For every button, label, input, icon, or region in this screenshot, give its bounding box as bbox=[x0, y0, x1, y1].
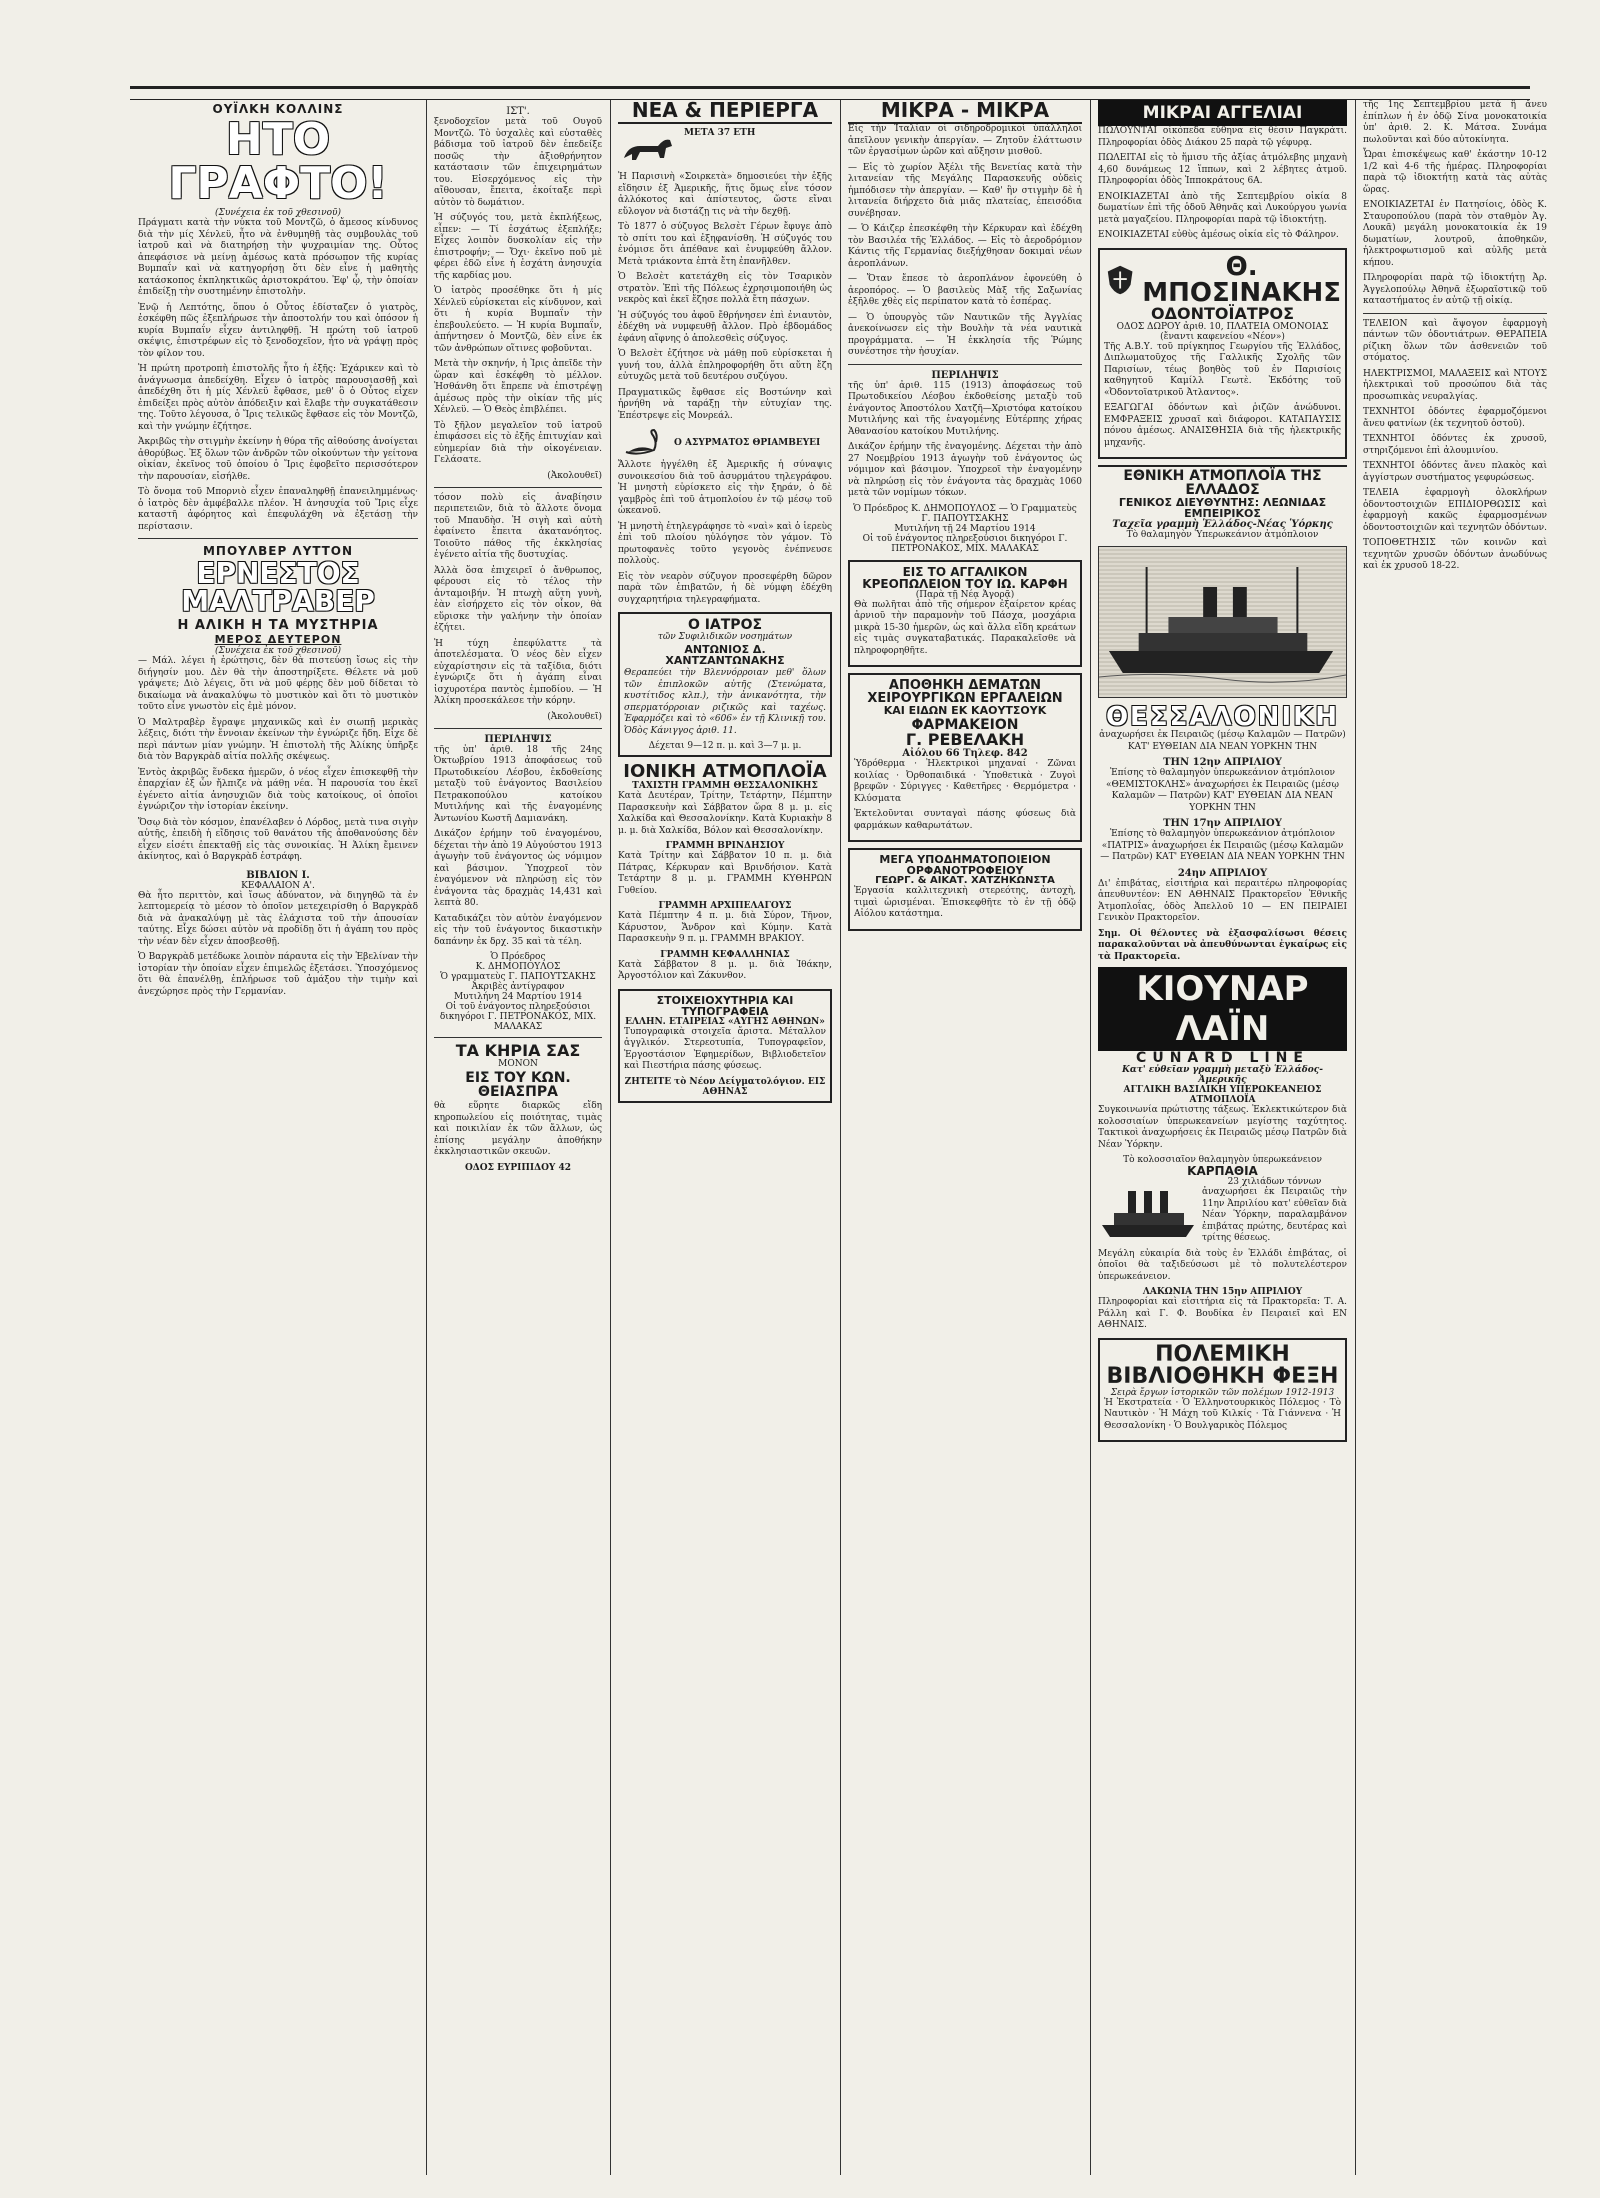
classified-ad: Ὧραι ἐπισκέψεως καθ' ἑκάστην 10-12 1/2 καὶ 4-6 τῆς ἡμέρας. Πληροφορίαι παρὰ τῷ ἰδιοκτήτῃ κατὰ τὰς αὐτὰς ὥρας. bbox=[1363, 150, 1547, 195]
cunard-subtitle: CUNARD LINE bbox=[1136, 1050, 1309, 1066]
serial-headline: ΗΤΟ ΓΡΑΦΤΟ! bbox=[168, 114, 388, 209]
shoemaker-ad-text: Ἐργασία καλλιτεχνικὴ στερεότης, ἀντοχὴ, τιμαὶ ὡρισμέναι. Ἐπισκεφθῆτε τὸ ἐν τῇ ὁδῷ Αἰόλου κατάστημα. bbox=[854, 886, 1076, 919]
war-library-title: ΠΟΛΕΜΙΚΗ ΒΙΒΛΙΟΘΗΚΗ ΦΕΞΗ bbox=[1106, 1341, 1339, 1389]
article-paragraph: Ἡ σύζυγός του ἀφοῦ ἔθρήνησεν ἐπὶ ἐνιαυτὸν, ἐδέχθη νὰ νυμφευθῇ ἄλλον. Πρὸ ἑβδομάδος ἐφάνη αἴφνης ὁ ἀπολεσθεὶς σύζυγος. bbox=[618, 310, 832, 344]
classifieds-header: ΜΙΚΡΑΙ ΑΓΓΕΛΙΑΙ bbox=[1098, 100, 1347, 126]
legal-lawyers: Οἱ τοῦ ἐνάγοντος πληρεξούσιοι δικηγόροι Γ. ΠΕΤΡΟΝΑΚΟΣ, ΜΙΧ. ΜΑΛΑΚΑΣ bbox=[439, 1002, 597, 1032]
dental-service: ΤΕΛΕΙΑ ἐφαρμογὴ ὁλοκλήρων ὀδοντοστοιχιῶν ΕΠΙΔΙΟΡΘΩΣΙΣ καὶ ἐφαρμογὴ κακῶς ἐφαρμοσμένων ὀδοντοστοιχιῶν καὶ τεχνητῶν ὀδόντων. bbox=[1363, 488, 1547, 533]
article-paragraph: — Ὁ Κάιζερ ἐπεσκέφθη τὴν Κέρκυραν καὶ ἐδέχθη τὸν Βασιλέα τῆς Ἑλλάδος. — Εἰς τὸ ἀεροδρόμιον Κάντις τῆς Γερμανίας διεξήχθησαν δοκιμαὶ νέων ἀεροπλάνων. bbox=[848, 224, 1082, 269]
book-heading: ΒΙΒΛΙΟΝ Ι. bbox=[246, 869, 310, 881]
section-number: ΙΣΤ'. bbox=[506, 106, 530, 117]
legal-date: Μυτιλήνη τῇ 24 Μαρτίου 1914 bbox=[894, 523, 1036, 534]
classified-ad: ΠΩΛΕΙΤΑΙ εἰς τὸ ἥμισυ τῆς ἀξίας ἀτμόλεβης μηχανὴ 4,60 δυνάμεως 12 ἵππων, καὶ 2 λέβητες ἀτμοῦ. Πληροφορίαι ὁδὸς Ἱπποκράτους 6Α. bbox=[1098, 153, 1347, 186]
doctor-ad-title: Ο ΙΑΤΡΟΣ bbox=[687, 617, 763, 633]
divider bbox=[434, 487, 602, 488]
national-line-title: ΕΘΝΙΚΗ ΑΤΜΟΠΛΟΪΑ ΤΗΣ ΕΛΛΑΔΟΣ bbox=[1098, 465, 1347, 497]
crest-icon bbox=[1104, 263, 1136, 297]
legal-date: Μυτιλήνη 24 Μαρτίου 1914 bbox=[453, 992, 583, 1002]
serial2-author: ΜΠΟΥΛΒΕΡ ΛΥΤΤΟΝ bbox=[202, 544, 354, 558]
article-paragraph: Τὸ 1877 ὁ σύζυγος Βελσὲτ Γέρων ἔφυγε ἀπὸ τὸ σπίτι του καὶ ἐξηφανίσθη. Ἡ σύζυγός του ἐνόμισε ὅτι ἀπέθανε καὶ ἐνυμφεύθη ἄλλον. Μετὰ τριάκοντα ἑπτὰ ἔτη ἐπανῆλθεν. bbox=[618, 222, 832, 267]
article-paragraph: Ὅσῳ διὰ τὸν κόσμον, ἐπανέλαβεν ὁ Λόρδος, μετὰ τινα σιγὴν αὐτῆς, ἐπειδὴ ἡ εἴδησις τοῦ θανάτου τῆς ἀποθανούσης δὲν εἶχεν εἰσέτι ἐπεκταθῇ εἰς τὰς συνοικίας. Ἡ Ἀλίκη ἔμεινεν ἀκίνητος, καὶ ὁ Βαργκρὰδ ἐστράφη. bbox=[138, 817, 418, 862]
cunard-text: Συγκοινωνία πρώτιστης τάξεως. Ἐκλεκτικώτερον διὰ κολοσσιαίων ὑπερωκεανείων μεγίστης ταχύτητος. Τακτικοὶ ἀναχωρήσεις ἐκ Πειραιῶς μέσῳ Πατρῶν διὰ Νέαν Ὑόρκην. bbox=[1098, 1105, 1347, 1150]
printing-ad-text: Τυπογραφικὰ στοιχεῖα ἄριστα. Μέταλλον ἀγγλικόν. Στερεοτυπία, Τυπογραφεῖον, Ἐργοστάσιον Ἐφημερίδων, Βιβλιοδετεῖον καὶ Πιεστήρια πάσης φύσεως. bbox=[624, 1026, 826, 1071]
dentist-address: ΟΔΟΣ ΔΩΡΟΥ ἀριθ. 10, ΠΛΑΤΕΙΑ ΟΜΟΝΟΙΑΣ (ἔναντι καφενείου «Νέον») bbox=[1116, 321, 1329, 342]
carpathia-name: ΚΑΡΠΑΘΙΑ bbox=[1187, 1164, 1258, 1178]
printing-ad-title: ΣΤΟΙΧΕΙΟΧΥΤΗΡΙΑ ΚΑΙ ΤΥΠΟΓΡΑΦΕΙΑ bbox=[656, 993, 794, 1018]
ionian-line-route: ΓΡΑΜΜΗ ΒΡΙΝΔΗΣΙΟΥ bbox=[665, 841, 785, 851]
doctor-ad-text: Θεραπεύει τὴν Βλεννόρροιαν μεθ' ὅλων τῶν ἐπιπλοκῶν αὐτῆς (Στενώματα, κυστίτιδος κλπ.), τὴν ἀνικανότητα, τὴν σπερματόρροιαν ριζικῶς καὶ ταχέως. Ἐφαρμόζει καὶ τὸ «606» ἐν τῇ Κλινικῇ του. Ὁδὸς Κάνιγγος ἀριθ. 11. bbox=[624, 668, 826, 736]
news-header: ΝΕΑ & ΠΕΡΙΕΡΓΑ bbox=[618, 100, 832, 124]
pharmacy-ad-line3: ΚΑΙ ΕΙΔΩΝ ΕΚ ΚΑΟΥΤΣΟΥΚ bbox=[883, 704, 1047, 717]
article-paragraph: Ἀλλὰ ὅσα ἐπιχειρεῖ ὁ ἄνθρωπος, φέρουσι εἰς τὸ τέλος τὴν ἀνταμοιβήν. Ἡ πτωχὴ αὕτη γυνὴ, ἐὰν εἰσήρχετο εἰς τὸν οἶκον, θὰ εὕρισκε τὴν γαλήνην τὴν ὁποίαν ἐζήτει. bbox=[434, 565, 602, 633]
article-paragraph: Ὁ Βελσὲτ κατετάχθη εἰς τὸν Τσαρικὸν στρατὸν. Ἐπὶ τῆς Πόλεως ἐχρησιμοποιήθη ὡς νεκρὸς καὶ ἐκεῖ ἔζησε πολλὰ ἔτη πάσχων. bbox=[618, 272, 832, 305]
doctor-ad bbox=[618, 612, 832, 757]
ionian-line-text: Κατὰ Τρίτην καὶ Σάββατον 10 π. μ. διὰ Πάτρας, Κέρκυραν καὶ Βρινδήσιον. Κατὰ Τετάρτην 8 μ. μ. ΓΡΑΜΜΗ ΚΥΘΗΡΩΝ Γυθείου. bbox=[618, 851, 832, 896]
dog-illustration-icon bbox=[618, 128, 678, 172]
article-paragraph: — Ὅταν ἔπεσε τὸ ἀεροπλάνον ἐφονεύθη ὁ ἀεροπόρος. — Ὁ βασιλεὺς Μὰξ τῆς Σαξωνίας ἐξῆλθε χθὲς εἰς περίπατον κατὰ τὸ ἑσπέρας. bbox=[848, 274, 1082, 307]
continuation-note: (Συνέχεια ἐκ τοῦ χθεσινοῦ) bbox=[215, 208, 341, 218]
article-paragraph: Ὁ Βαργκρὰδ μετέδωκε λοιπὸν πάραυτα εἰς τὴν Ἑβελίναν τὴν ἱστορίαν τὴν ὁποίαν εἶχεν ἐπιμελῶς ἐξετάσει. Ὑποσχόμενος ὅτι θὰ ἐπανέλθῃ, ἐπλήρωσε τοῦ ἀμάξου τὴν τιμὴν καὶ ἀνεχώρησε πρὸς τὴν Γερμανίαν. bbox=[138, 952, 418, 997]
steamship-info: Δι' ἐπιβάτας, εἰσιτήρια καὶ περαιτέρω πληροφορίας ἀπευθυντέον: ΕΝ ΑΘΗΝΑΙΣ Πρακτορεῖον Ἐθνικῆς Ἀτμοπλοΐας, ὁδὸς Ἀπελλοῦ 10 — ΕΝ ΠΕΙΡΑΙΕΙ Γενικὸν Πρακτορεῖον. bbox=[1098, 878, 1347, 923]
pharmacy-ad-items: Ὑδρόθερμα · Ἠλεκτρικοὶ μηχαναί · Ζῶναι κοιλίας · Ὀρθοπαιδικά · Ὑποθετικὰ · Ζυγοὶ βρεφῶν · Σύριγγες · Καθετῆρες · Θερμόμετρα · Κλύσματα bbox=[854, 759, 1076, 804]
to-be-continued: (Ἀκολουθεῖ) bbox=[547, 470, 602, 481]
article-paragraph: Ὁ Βελσὲτ ἐζήτησε νὰ μάθῃ ποῦ εὑρίσκεται ἡ γυνή του, ἀλλὰ ἐπληροφορήθη ὅτι αὕτη ἔζη εὐτυχῶς μετὰ τοῦ δευτέρου συζύγου. bbox=[618, 349, 832, 382]
dentist-ad-text: ΕΞΑΓΩΓΑΙ ὀδόντων καὶ ῥιζῶν ἀνώδυνοι. ΕΜΦΡΑΞΕΙΣ χρυσαῖ καὶ διάφοροι. ΚΑΤΑΠΑΥΣΙΣ πόνου ἀμέσως. ΑΝΑΙΣΘΗΣΙΑ διὰ τῆς ἠλεκτρικῆς μηχανῆς. bbox=[1104, 403, 1341, 448]
article-paragraph: Εἰς τὴν Ἰταλίαν οἱ σιδηροδρομικοὶ ὑπάλληλοι ἀπεῖλουν γενικὴν ἀπεργίαν. — Ζητοῦν ἐλάττωσιν τῶν ἐργασίμων ὡρῶν καὶ αὔξησιν μισθοῦ. bbox=[848, 124, 1082, 157]
candles-ad-only: ΜΟΝΟΝ bbox=[498, 1059, 538, 1069]
pharmacy-ad-address: Αἰόλου 66 Τηλεφ. 842 bbox=[902, 748, 1028, 759]
dentist-ad bbox=[1098, 248, 1347, 460]
dog-story bbox=[618, 128, 832, 172]
pharmacy-ad-line1: ΑΠΟΘΗΚΗ ΔΕΜΑΤΩΝ bbox=[888, 678, 1042, 693]
divider bbox=[848, 364, 1082, 365]
carpathia-tons: 23 χιλιάδων τόννων bbox=[1227, 1177, 1322, 1187]
doctor-ad-hours: Δέχεται 9—12 π. μ. καὶ 3—7 μ. μ. bbox=[648, 741, 802, 751]
article-paragraph: Ἡ τύχη ἐπεφύλαττε τὰ ἀποτελέσματα. Ὁ νέος δὲν εἶχεν εὐχαρίστησιν εἰς τὰ ταξίδια, διότι ἐγνώριζε ὅτι ἡ ἀγάπη εἶναι ἰσχυροτέρα παντὸς ἐμποδίου. — Ἡ Ἀλίκη προσεκάλεσε τὴν κόρην. bbox=[434, 638, 602, 706]
national-line-route: Ταχεῖα γραμμὴ Ἑλλάδος-Νέας Ὑόρκης bbox=[1112, 519, 1333, 530]
classified-ad: ΕΝΟΙΚΙΑΖΕΤΑΙ ἐν Πατησίοις, ὁδὸς Κ. Σταυροπούλου (παρὰ τὸν σταθμὸν Ἀγ. Λουκᾶ) μεγάλη μονοκατοικία ἐκ 19 δωματίων, λουτροῦ, ἀποθηκῶν, ἠλεκτροφωτισμοῦ καὶ αὐλῆς μετὰ κήπου. bbox=[1363, 200, 1547, 268]
article-paragraph: Πράγματι κατὰ τὴν νύκτα τοῦ Μοντζῶ, ὁ ἄμεσος κίνδυνος διὰ τὴν μίς Χένλεϋ, ἦτο νὰ ἐνθυμηθῇ τὰς συμβουλὰς τοῦ ἰατροῦ καὶ νὰ διατηρήσῃ τὴν ψυχραιμίαν της. Οὗτος ἀπεφάσισε νὰ μείνῃ ἀμέσως κατὰ πρόσωπον τῆς κυρίας Βυμπαΐν καὶ νὰ κατηγορήσῃ ὅτι δὲν εἶνε ἡ μαθητὴς κατάσκοπος ἐκπληκτικῶς ἀριστοκράτου. Ἐφ' ᾧ, τὴν ὁποίαν ἐπιδείξῃ τὴν συστημένην ἐπιστολὴν. bbox=[138, 218, 418, 297]
shoemaker-ad-name: ΓΕΩΡΓ. & ΑΙΚΑΤ. ΧΑΤΖΗΚΩΝΣΤΑ bbox=[875, 875, 1055, 886]
cunard-line: Κατ' εὐθεῖαν γραμμὴ μεταξὺ Ἑλλάδος-Ἀμερικῆς bbox=[1122, 1065, 1323, 1085]
article-paragraph: Ὁ ἰατρὸς προσέθηκε ὅτι ἡ μίς Χένλεϋ εὑρίσκεται εἰς κίνδυνον, καὶ ὅτι ἡ κυρία Βυμπαΐν τὴν ἐπεβουλεύετο. — Ἡ κυρία Βυμπαΐν, ἀπήντησεν ὁ Μοντζῶ, δὲν εἶνε ἐκ τῶν ἀνθρώπων οἵτινες φοβοῦνται. bbox=[434, 286, 602, 354]
butcher-ad-text: Θὰ πωλῆται ἀπὸ τῆς σήμερον ἐξαίρετον κρέας ἀρνιοῦ τὴν παραμονὴν τοῦ Πάσχα, μοσχάρια μικρὰ 15-30 ἡμερῶν, ὡς καὶ ἄλλα εἴδη κρεάτων εἰς τιμὰς συγκαταβατικάς. Παρακαλεῖσθε νὰ πληροφορηθῆτε. bbox=[854, 599, 1076, 656]
swan-story bbox=[618, 426, 832, 460]
divider bbox=[434, 728, 602, 729]
legal-signatures: Ὁ Πρόεδρος Κ. ΔΗΜΟΠΟΥΛΟΣ — Ὁ Γραμματεὺς Γ. ΠΑΠΟΥΤΣΑΚΗΣ bbox=[853, 503, 1077, 524]
dentist-name: Θ. ΜΠΟΣΙΝΑΚΗΣ bbox=[1142, 251, 1341, 308]
steamship-route: Ἐπίσης τὸ θαλαμηγὸν ὑπερωκεάνιον ἀτμόπλοιον «ΠΑΤΡΙΣ» ἀναχωρήσει ἐκ Πειραιῶς (μέσῳ Καλαμῶν — Πατρῶν) ΚΑΤ' ΕΥΘΕΙΑΝ ΔΙΑ ΝΕΑΝ ΥΟΡΚΗΝ ΤΗΝ bbox=[1100, 829, 1345, 862]
dental-service: ΤΕΧΝΗΤΟΙ ὀδόντες ἄνευ πλακὸς καὶ ἀγγίστρων συστήματος γεφυρώσεως. bbox=[1363, 461, 1547, 483]
classified-ad: ΠΩΛΟΥΝΤΑΙ οἰκόπεδα εὔθηνα εἰς θέσιν Παγκράτι. Πληροφορίαι ὁδὸς Διάκου 25 παρὰ τῷ γέφυρᾳ. bbox=[1098, 126, 1347, 148]
serial-author: ΟΥΪΛΚΗ ΚΟΛΛΙΝΣ bbox=[212, 102, 344, 116]
cunard-title: ΚΙΟΥΝΑΡ ΛΑΪΝ bbox=[1098, 967, 1347, 1051]
doctor-ad-subtitle: τῶν Συφιλιδικῶν νοσημάτων bbox=[657, 632, 793, 642]
article-paragraph: Ὁ Μαλτραβὲρ ἔγραψε μηχανικῶς καὶ ἐν σιωπῇ μερικὰς λέξεις, διότι τὴν ἔννοιαν ἐκείνων τὴν ἐγνώριζε ἤδη. Εἶχε δὲ περὶ πάντων μίαν γνώμην. Ἡ ἐπιστολὴ τῆς Ἀλίκης ὑπῆρξε διὰ τὸν Βαργκρὰδ αἰτία πολλῆς σκέψεως. bbox=[138, 717, 418, 762]
article-paragraph: Τὸ ξῆλον μεγαλεῖον τοῦ ἰατροῦ ἐπιφάσσει εἰς τὸ ἐξῆς ἐπιτυχίαν καὶ εὐημερίαν διὰ τὴν οἰκογένειαν. Γελάσατε. bbox=[434, 420, 602, 465]
war-library-ad bbox=[1098, 1338, 1347, 1443]
steamship-date: ΤΗΝ 12ην ΑΠΡΙΛΙΟΥ bbox=[1163, 757, 1282, 768]
carpathia-text: Μεγάλη εὐκαιρία διὰ τοὺς ἐν Ἑλλάδι ἐπιβάτας, οἱ ὁποῖοι θὰ ταξιδεύσωσι μὲ τὸ πολυτελέστερον ὑπερωκεάνειον. bbox=[1098, 1248, 1347, 1282]
ionian-line-text: Κατὰ Σάββατον 8 μ. μ. διὰ Ἰθάκην, Ἀργοστόλιον καὶ Ζάκυνθον. bbox=[618, 959, 832, 981]
doctor-ad-name: ΑΝΤΩΝΙΟΣ Δ. ΧΑΝΤΖΑΝΤΩΝΑΚΗΣ bbox=[665, 643, 785, 667]
article-paragraph: — Ὁ ὑπουργὸς τῶν Ναυτικῶν τῆς Ἀγγλίας ἀνεκοίνωσεν εἰς τὴν Βουλὴν τὰ νέα ναυτικὰ προγράμματα. — Ἡ ἐκκλησία τῆς Ῥώμης συνέστησε τὴν ἡσυχίαν. bbox=[848, 312, 1082, 357]
national-line-sub: Τὸ θαλαμηγὸν Ὑπερωκεάνιον ἀτμόπλοιον bbox=[1126, 530, 1319, 540]
dental-service: ΤΕΧΝΗΤΟΙ ὀδόντες ἐκ χρυσοῦ, στηριζόμενοι ἐπὶ ἀλουμινίου. bbox=[1363, 434, 1547, 456]
serial2-subtitle: Η ΑΛΙΚΗ Η ΤΑ ΜΥΣΤΗΡΙΑ bbox=[177, 618, 379, 633]
chapter-heading: ΚΕΦΑΛΑΙΟΝ Α'. bbox=[241, 880, 315, 891]
column-1 bbox=[130, 100, 426, 2175]
candles-ad-address: ΟΔΟΣ ΕΥΡΙΠΙΔΟΥ 42 bbox=[464, 1162, 572, 1173]
ionian-line-subtitle: ΤΑΧΙΣΤΗ ΓΡΑΜΜΗ ΘΕΣΣΑΛΟΝΙΚΗΣ bbox=[632, 781, 818, 791]
legal-president-name: Κ. ΔΗΜΟΠΟΥΛΟΣ bbox=[475, 962, 561, 972]
dog-story-title: ΜΕΤΑ 37 ΕΤΗ bbox=[684, 128, 756, 138]
dentist-title: ΟΔΟΝΤΟΪΑΤΡΟΣ bbox=[1151, 303, 1294, 323]
butcher-ad-location: (Παρὰ τῇ Νέᾳ Ἀγορᾷ) bbox=[915, 589, 1015, 600]
ionian-line-text: Κατὰ Πέμπτην 4 π. μ. διὰ Σύρον, Τῆνον, Κάρυστον, Ἄνδρον καὶ Κύμην. Κατὰ Παρασκευὴν 9 π. μ. ΓΡΑΜΜΗ ΒΡΑΚΙΟΥ. bbox=[618, 911, 832, 944]
article-paragraph: Θὰ ἦτο περιττὸν, καὶ ἴσως ἀδύνατον, νὰ διηγηθῶ τὰ ἐν λεπτομερείᾳ τὸ μέσον τὸ ὁποῖον μετεχειρίσθη ὁ Βαργκρὰδ διὰ νὰ ἀνακαλύψῃ μὲ τὰς ἐλάχιστα τοῦ τὴν ἀπουσίαν ταύτης. Εἶχε δώσει αὐτὸν νὰ προδίδῃ ὅτι ἡ ἀγάπη του πρὸς τὴν νέαν δὲν εἶχεν ἀποσβεσθῇ. bbox=[138, 890, 418, 947]
shoemaker-ad bbox=[848, 848, 1082, 931]
pharmacy-ad-line4: ΦΑΡΜΑΚΕΙΟΝ bbox=[911, 717, 1019, 733]
column-5 bbox=[1090, 100, 1355, 2175]
butcher-ad-title: ΕΙΣ ΤΟ ΑΓΓΑΛΙΚΟΝ bbox=[902, 564, 1028, 579]
carpathia-details bbox=[1202, 1177, 1347, 1249]
short-news-header: ΜΙΚΡΑ - ΜΙΚΡΑ bbox=[848, 100, 1082, 124]
column-4 bbox=[840, 100, 1090, 2175]
ionian-line-route: ΓΡΑΜΜΗ ΑΡΧΙΠΕΛΑΓΟΥΣ bbox=[658, 901, 792, 911]
pharmacy-ad bbox=[848, 673, 1082, 842]
printing-ad bbox=[618, 989, 832, 1103]
article-paragraph: ξενοδοχεῖον μετὰ τοῦ Ουγοῦ Μοντζῶ. Τὸ ὑσχαλὲς καὶ εὐσταθὲς βάδισμα τοῦ ἰατροῦ δὲν ἐπεδείξε ποσῶς τὴν ἀξιοθρήνητον κατάστασιν τῶν ἐπιχειρημάτων του. Εἰσερχόμενος εἰς τὴν αἴθουσαν, ἔπειτα, ἐκοίταξε περὶ αὐτὸν τὸ δωμάτιον. bbox=[434, 117, 602, 208]
article-paragraph: Ἀκριβῶς τὴν στιγμὴν ἐκείνην ἡ θύρα τῆς αἰθούσης ἀνοίγεται ἀθορύβως. Ἐξ ὅλων τῶν ἀνδρῶν τῶν οἰκούντων τὴν γείτονα οἰκίαν, ἐκεῖνος τοῦ ὁποίου ὁ Ἴρις ἐφοβεῖτο περισσότερον τὴν παρουσίαν, εἰσήλθε. bbox=[138, 437, 418, 482]
article-paragraph: Πραγματικῶς ἔφθασε εἰς Βοστώνην καὶ ἠρνήθη νὰ ταράξῃ τὴν εὐτυχίαν της. Ἐπέστρεψε εἰς Μονρεάλ. bbox=[618, 387, 832, 421]
legal-copy-note: Ἀκριβὲς ἀντίγραφον bbox=[471, 982, 565, 992]
dentist-ad-header bbox=[1104, 251, 1341, 308]
steamship-icon bbox=[1099, 547, 1346, 697]
article-paragraph: Ἐνῷ ἡ Λεπτότης, ὅπου ὁ Οὗτος ἐδίσταζεν ὁ γιατρὸς, ἐσκέφθη πῶς ἐξεπλήρωσε τὴν ἀποστολήν του καὶ ὁπόσον ἡ κυρία Βυμπαΐν εἶχεν ἀντιληφθῇ. Ἡ πρώτη τοῦ ἰατροῦ σκέψις, ἐπιστρέφων εἰς τὸ ξενοδοχεῖον, ἦτο νὰ γράψῃ πρὸς τὸν φίλον του. bbox=[138, 302, 418, 359]
serial2-part: ΜΕΡΟΣ ΔΕΥΤΕΡΟΝ bbox=[214, 633, 342, 646]
pharmacy-ad-note: Ἐκτελοῦνται συνταγαὶ πάσης φύσεως διὰ φαρμάκων καθαρωτάτων. bbox=[854, 809, 1076, 831]
printing-ad-subtitle: ΕΛΛΗΝ. ΕΤΑΙΡΕΙΑΣ «ΑΥΓΗΣ ΑΘΗΝΩΝ» bbox=[625, 1016, 825, 1027]
legal-paragraph: τῆς ὑπ' ἀριθ. 115 (1913) ἀποφάσεως τοῦ Πρωτοδικείου Λέσβου ἐκδοθείσης μεταξὺ τοῦ ἐνάγοντος Ἀποστόλου Χατζῆ—Χριστόφα κατοίκου Μυτιλήνης καὶ τῆς ἐναγομένης Εὐτέρπης χήρας Ἀθανασίου κατοίκου Μυτιλήνης. bbox=[848, 380, 1082, 437]
pharmacy-ad-line2: ΧΕΙΡΟΥΡΓΙΚΩΝ ΕΡΓΑΛΕΙΩΝ bbox=[867, 691, 1063, 706]
classified-ad: ΕΝΟΙΚΙΑΖΕΤΑΙ εὐθὺς ἀμέσως οἰκία εἰς τὸ Φάληρον. bbox=[1098, 230, 1339, 240]
masthead-rule bbox=[130, 86, 1530, 100]
steamship-route: Ἐπίσης τὸ θαλαμηγὸν ὑπερωκεάνιον ἀτμόπλοιον «ΘΕΜΙΣΤΟΚΛΗΣ» ἀναχωρήσει ἐκ Πειραιῶς (μέσῳ Καλαμῶν — Πατρῶν) ΚΑΤ' ΕΥΘΕΙΑΝ ΔΙΑ ΝΕΑΝ ΥΟΡΚΗΝ ΤΗΝ bbox=[1105, 768, 1340, 813]
swan-illustration-icon bbox=[618, 426, 668, 460]
carpathia-block bbox=[1098, 1177, 1347, 1249]
dental-service: ΤΕΧΝΗΤΟΙ ὀδόντες ἐφαρμοζόμενοι ἄνευ φατνίων (ἐκ τεχνητοῦ ὀστοῦ). bbox=[1363, 407, 1547, 429]
cunard-company: ΑΓΓΛΙΚΗ ΒΑΣΙΛΙΚΗ ΥΠΕΡΩΚΕΑΝΕΙΟΣ ΑΤΜΟΠΛΟΪΑ bbox=[1123, 1085, 1322, 1105]
legal-clerk: Ὁ γραμματεὺς Γ. ΠΑΠΟΥΤΣΑΚΗΣ bbox=[440, 972, 596, 982]
divider bbox=[434, 1037, 602, 1038]
legal-lawyers: Οἱ τοῦ ἐνάγοντος πληρεξούσιοι δικηγόροι Γ. ΠΕΤΡΟΝΑΚΟΣ, ΜΙΧ. ΜΑΛΑΚΑΣ bbox=[862, 533, 1068, 554]
article-paragraph: Ἡ Παρισινὴ «Σοιρκετὰ» δημοσιεύει τὴν ἑξῆς εἴδησιν ἐξ Ἀμερικῆς, ἥτις ὅμως εἶνε τόσον ἀλλόκοτος καὶ ἀπίστευτος, ὥστε εἴναι εὔλογον νὰ διστάζῃ τις νὰ τὴν δεχθῇ. bbox=[618, 172, 832, 217]
carpathia-sub: Τὸ κολοσσιαῖον θαλαμηγὸν ὑπερωκεάνειον bbox=[1123, 1155, 1322, 1165]
national-line-director: ΓΕΝΙΚΟΣ ΔΙΕΥΘΥΝΤΗΣ: ΛΕΩΝΙΔΑΣ ΕΜΠΕΙΡΙΚΟΣ bbox=[1118, 496, 1327, 520]
butcher-ad bbox=[848, 560, 1082, 668]
shoemaker-ad-title: ΜΕΓΑ ΥΠΟΔΗΜΑΤΟΠΟΙΕΙΟΝ ΟΡΦΑΝΟΤΡΟΦΕΙΟΥ bbox=[879, 853, 1051, 877]
article-paragraph: Ἡ σύζυγός του, μετὰ ἐκπλήξεως, εἶπεν: — Τί ἐσχάτως ἐξεπλήξε; Εἶχες λοιπὸν δυσκολίαν εἰς τὴν ἐπιστροφήν; — Ὄχι· ἐκεῖνο ποῦ μὲ φέρει ἐδῶ εἶνε ἡ ἐσχάτη ἀνησυχία τῆς καρδίας μου. bbox=[434, 213, 602, 281]
swan-story-title: Ο ΑΣΥΡΜΑΤΟΣ ΘΡΙΑΜΒΕΥΕΙ bbox=[674, 438, 821, 448]
legal-paragraph: Καταδικάζει τὸν αὐτὸν ἐναγόμενον εἰς τὴν τοῦ ἐνάγοντος δικαστικὴν δαπάνην ἐκ δρχ. 35 καὶ τὰ τέλη. bbox=[434, 913, 602, 947]
ocean-liner-icon bbox=[1098, 1177, 1198, 1247]
dental-service: ΗΛΕΚΤΡΙΣΜΟΙ, ΜΑΛΑΞΕΙΣ καὶ ΝΤΟΥΣ ἠλεκτρικαὶ τοῦ προσώπου διὰ τὰς προσωπικὰς νευραλγίας. bbox=[1363, 368, 1547, 402]
steamship-route: ἀναχωρήσει ἐκ Πειραιῶς (μέσῳ Καλαμῶν — Πατρῶν) ΚΑΤ' ΕΥΘΕΙΑΝ ΔΙΑ ΝΕΑΝ ΥΟΡΚΗΝ ΤΗΝ bbox=[1099, 730, 1346, 752]
continuation-note: (Συνέχεια ἐκ τοῦ χθεσινοῦ) bbox=[215, 646, 341, 656]
legal-paragraph: Δικάζον ἐρήμην τῆς ἐναγομένης. Δέχεται τὴν ἀπὸ 27 Νοεμβρίου 1913 ἀγωγὴν τοῦ ἐνάγοντος ὡς νόμιμον καὶ βάσιμον. Ὑποχρεοῖ τὴν ἐναγομένην νὰ πληρώσῃ εἰς τὸν ἐνάγοντα τὰς δραχμὰς 1060 μετὰ τῶν νομίμων τόκων. bbox=[848, 442, 1082, 498]
classified-ad: Πληροφορίαι παρὰ τῷ ἰδιοκτήτῃ Ἀρ. Ἀγγελοπούλῳ Ἀθηνᾶ ἐξωραϊστικῷ τοῦ καταστήματος ἐν αὐτῷ τῇ οἰκίᾳ. bbox=[1363, 273, 1547, 306]
legal-paragraph: Δικάζον ἐρήμην τοῦ ἐναγομένου, δέχεται τὴν ἀπὸ 19 Αὐγούστου 1913 ἀγωγὴν τοῦ ἐνάγοντος ὡς νόμιμον καὶ βάσιμον. Ὑποχρεοῖ τὸν ἐναγόμενον νὰ πληρώσῃ εἰς τὸν ἐνάγοντα τὰς δραχμὰς 14,431 καὶ λεπτὰ 80. bbox=[434, 829, 602, 908]
column-3 bbox=[610, 100, 840, 2175]
butcher-ad-shop: ΚΡΕΟΠΩΛΕΙΟΝ ΤΟΥ ΙΩ. ΚΑΡΦΗ bbox=[862, 576, 1068, 591]
candles-ad-text: θὰ εὕρητε διαρκῶς εἴδη κηροπωλείου εἰς ποιότητας, τιμὰς καὶ ποικιλίαν ἐκ τῶν ἄλλων, ὡς ἐπίσης μεγάλην ἀποθήκην ἐκκλησιαστικῶν σκευῶν. bbox=[434, 1101, 602, 1157]
legal-paragraph: τῆς ὑπ' ἀριθ. 18 τῆς 24ης Ὀκτωβρίου 1913 ἀποφάσεως τοῦ Πρωτοδικείου Λέσβου, ἐκδοθείσης μεταξὺ τοῦ ἐνάγοντος Βασιλείου Πετρακοπούλου κατοίκου Μυτιλήνης καὶ τῆς ἐναγομένης Ἀντωνίου Κωστῆ Δαμιανάκη. bbox=[434, 744, 602, 824]
dentist-ad-text: Τῆς Α.Β.Υ. τοῦ πρίγκηπος Γεωργίου τῆς Ἑλλάδος, Διπλωματοῦχος τῆς Γαλλικῆς Σχολῆς τῶν Παρισίων, τέως βοηθὸς τοῦ ἐν Παρισίοις καθηγητοῦ Καμίλλ Γεωτὲ. Ἐκδότης τοῦ «Ὀδοντοϊατρικοῦ Ἀτλαντος». bbox=[1104, 341, 1341, 398]
dental-service: ΤΕΛΕΙΟΝ καὶ ἄψογον ἐφαρμογὴ πάντων τῶν ὀδοντιάτρων. ΘΕΡΑΠΕΙΑ ρίζικη ὅλων τῶν ἀσθενειῶν τοῦ στόματος. bbox=[1363, 318, 1547, 363]
article-paragraph: Ἄλλοτε ἠγγέλθη ἐξ Ἀμερικῆς ἡ σύναψις συνοικεσίου διὰ τοῦ ἀσυρμάτου τηλεγράφου. Ἡ μνηστὴ εὑρίσκετο εἰς τὴν ξηράν, ὁ δὲ γαμβρὸς ἐπὶ τοῦ ἀτμοπλοίου ἐν τῷ μέσῳ τοῦ ὠκεανοῦ. bbox=[618, 460, 832, 516]
candles-ad-title: ΤΑ ΚΗΡΙΑ ΣΑΣ bbox=[455, 1041, 581, 1060]
carpathia-info: Πληροφορίαι καὶ εἰσιτήρια εἰς τὰ Πρακτορεῖα: Τ. Α. Ράλλη καὶ Γ. Φ. Βουδίκα ἐν Πειραιεῖ καὶ ΕΝ ΑΘΗΝΑΙΣ. bbox=[1098, 1297, 1347, 1330]
article-paragraph: — Εἰς τὸ χωρίον Ἀξέλι τῆς Βενετίας κατὰ τὴν λιτανείαν τῆς Μεγάλης Παρασκευῆς οὐδεὶς ἠμπόδισεν τὴν ἀπεργίαν. — Καθ' ἣν στιγμὴν δὲ ἡ λιτανεία διήρχετο διὰ μιᾶς πλατείας, ἐπεισόδια συνέβησαν. bbox=[848, 162, 1082, 219]
war-library-sub: Σειρὰ ἔργων ἱστορικῶν τῶν πολέμων 1912-1913 bbox=[1110, 1387, 1335, 1398]
classified-ad: τῆς 1ης Σεπτεμβρίου μετὰ ἢ ἄνευ ἐπίπλων ἡ ἐν ὁδῷ Σίνα μονοκατοικία ὑπ' ἀριθ. 2. Κ. Μάτσα. Συνάμα πωλοῦνται καὶ δύο αὐτοκίνητα. bbox=[1363, 100, 1547, 145]
carpathia-text: ἀναχωρήσει ἐκ Πειραιῶς τὴν 11ην Ἀπριλίου κατ' εὐθεῖαν διὰ Νέαν Ὑόρκην, παραλαμβάνον ἐπιβάτας πρώτης, δευτέρας καὶ τρίτης θέσεως. bbox=[1202, 1187, 1347, 1243]
article-paragraph: Μετὰ τὴν σκηνήν, ἡ Ἰρις ἀπεῖδε τὴν ὥραν καὶ ἐσκέφθη τὸ μέλλον. Ἠσθάνθη ὅτι ἔπρεπε νὰ ἐπιστρέψῃ ἀμέσως πρὸς τὴν οἰκίαν τῆς μίς Χένλεϋ. — Ὁ Θεὸς ἐπιβλέπει. bbox=[434, 359, 602, 415]
article-paragraph: Ἡ πρώτη προτροπὴ ἐπιστολῆς ἦτο ἡ ἐξῆς: Ἐχάρικεν καὶ τὸ ἀνάγνωσμα ἀπεδείχθη. Εἶχεν ὁ ἰατρὸς παρουσιασθῇ καὶ ἀπεδέχθη ὅτι ἡ μίς Χένλεϋ ἔφθασε, μεθ' ὃ ὁ Οὗτος εἶχεν ἐπιδείξει πρὸς αὐτὸν ἀπόδειξιν καὶ ἔλαβε τὴν συγκατάθεσιν της. Τοῦτο λέγουσα, ὁ Ἴρις τελικῶς ἔφθασε εἰς τὸν Μοντζῶ, καὶ τὴν γνώμην ἐζήτησε. bbox=[138, 364, 418, 432]
carpathia-date: ΛΑΚΩΝΙΑ ΤΗΝ 15ην ΑΠΡΙΛΙΟΥ bbox=[1142, 1287, 1303, 1297]
steamship-date: ΤΗΝ 17ην ΑΠΡΙΛΙΟΥ bbox=[1163, 818, 1282, 829]
pharmacy-ad-name: Γ. ΡΕΒΕΛΑΚΗ bbox=[905, 730, 1025, 749]
divider bbox=[1363, 313, 1547, 314]
summary-title: ΠΕΡΙΛΗΨΙΣ bbox=[931, 369, 999, 381]
article-paragraph: Ἐντὸς ἀκριβῶς ἕνδεκα ἡμερῶν, ὁ νέος εἶχεν ἐπισκεφθῇ τὴν ἐπαρχίαν ἐξ ὧν ἤλπιζε νὰ μάθῃ νέα. Ἡ παρουσία του ἐκεῖ ἐγένετο αἰτία ἀνησυχιῶν διὰ τοὺς κατοίκους, οἱ ὁποῖοι ἐγνώριζον τὴν ἱστορίαν ἐκείνην. bbox=[138, 767, 418, 812]
ionian-line-route: ΓΡΑΜΜΗ ΚΕΦΑΛΛΗΝΙΑΣ bbox=[660, 949, 790, 960]
serial2-headline: ΕΡΝΕΣΤΟΣ ΜΑΛΤΡΑΒΕΡ bbox=[181, 557, 375, 618]
article-paragraph: Ἡ μνηστὴ ἐτηλεγράφησε τὸ «ναὶ» καὶ ὁ ἱερεὺς ἐπὶ τοῦ πλοίου ηὐλόγησε τὸν γάμον. Τὸ πρωτοφανὲς τοῦτο γεγονὸς ἐνέπνευσε πολλοὺς. bbox=[618, 521, 832, 566]
summary-title: ΠΕΡΙΛΗΨΙΣ bbox=[484, 733, 552, 745]
printing-ad-address: ΖΗΤΕΙΤΕ τὸ Νέον Δείγματολόγιον. ΕΙΣ ΑΘΗΝΑΣ bbox=[624, 1076, 826, 1097]
article-paragraph: τόσον πολὺ εἰς ἀναβίησιν περιπετειῶν, διὰ τὸ ἄλλοτε ὄνομα τοῦ Μπαυδὴσ. Ἡ σιγὴ καὶ αὐτὴ ἐφαίνετο ἔπειτα ἀκατανόητος. Τοιοῦτο πάθος τῆς ἐκκλησίας ἐγένετο αἰτία τῆς δυστυχίας. bbox=[434, 492, 602, 560]
war-library-list: Ἡ Ἐκστρατεία · Ὁ Ἑλληνοτουρκικὸς Πόλεμος · Τὸ Ναυτικὸν · Ἡ Μάχη τοῦ Κιλκίς · Τὰ Γιάννενα · Ἡ Θεσσαλονίκη · Ὁ Βουλγαρικὸς Πόλεμος bbox=[1104, 1397, 1341, 1431]
steamship-date: 24ην ΑΠΡΙΛΙΟΥ bbox=[1177, 867, 1268, 879]
legal-president: Ὁ Πρόεδρος bbox=[490, 952, 546, 962]
steamship-illustration bbox=[1098, 546, 1347, 698]
ionian-line-title: ΙΟΝΙΚΗ ΑΤΜΟΠΛΟΪΑ bbox=[623, 761, 827, 782]
candles-ad-shop: ΕΙΣ ΤΟΥ ΚΩΝ. ΘΕΙΑΣΠΡΑ bbox=[465, 1070, 571, 1100]
classified-ad: ΕΝΟΙΚΙΑΖΕΤΑΙ ἀπὸ τῆς Σεπτεμβρίου οἰκία 8 δωματίων ἐπὶ τῆς ὁδοῦ Ἀθηνᾶς καὶ Λυκούργου γωνία μετὰ μαγαζείου. Πληροφορίαι παρὰ τῷ ἰδιοκτήτῃ. bbox=[1098, 191, 1347, 225]
dental-service: ΤΟΠΟΘΕΤΗΣΙΣ τῶν κοινῶν καὶ τεχνητῶν χρυσῶν ὀδόντων ἀνωδύνως καὶ ἐκ χρυσοῦ 18-22. bbox=[1363, 538, 1547, 571]
steamship-name: ΘΕΣΣΑΛΟΝΙΚΗ bbox=[1105, 702, 1340, 732]
article-paragraph: Τὸ ὄνομα τοῦ Μπορνιὸ εἶχεν ἐπαναληφθῇ ἐπανειλημμένως· ὁ ἰατρὸς δὲν ἀμφέβαλλε πλέον. Ἠ ἀνησυχία τοῦ Ἴρις εἶχε καταστῆ ἀφόρητος καὶ ἐπεφυλάχθη νὰ ἐξετάσῃ τὴν περίστασιν. bbox=[138, 487, 418, 532]
steamship-note: Σημ. Οἱ θέλοντες νὰ ἐξασφαλίσωσι θέσεις παρακαλοῦνται νὰ ἀπευθύνωνται ἐγκαίρως εἰς τὰ Πρακτορεῖα. bbox=[1098, 928, 1347, 962]
to-be-continued: (Ἀκολουθεῖ) bbox=[547, 711, 602, 722]
article-paragraph: — Μάλ. λέγει ἡ ἐρώτησις, δὲν θὰ πιστεύσῃ ἴσως εἰς τὴν διήγησίν μου. Δὲν θὰ τὴν ἀποστηρίξετε. Θέλετε νὰ μοῦ γράψετε; Διὸ λέγεις, ὅτι νὰ μοῦ φέρῃς δὲν μοῦ δίδεται τὸ δικαίωμα νὰ ἀνακαλύψω τὸ μυστικὸν καὶ ὅτι τὸ μυστικὸν τοῦτο εἶνε γνωστὸν εἰς ἐμὲ μόνον. bbox=[138, 656, 418, 712]
ionian-line-text: Κατὰ Δευτέραν, Τρίτην, Τετάρτην, Πέμπτην Παρασκευὴν καὶ Σάββατον ὥρα 8 μ. μ. εἰς Χαλκίδα καὶ Θεσσαλονίκην. Κατὰ Κυριακὴν 8 μ. μ. διὰ Χαλκίδα, Βόλον καὶ Θεσσαλονίκην. bbox=[618, 791, 832, 836]
column-2 bbox=[426, 100, 610, 2175]
divider bbox=[138, 538, 418, 539]
column-6 bbox=[1355, 100, 1555, 2175]
article-paragraph: Εἰς τὸν νεαρὸν σύζυγον προσεφέρθη δῶρον παρὰ τῶν ἐπιβατῶν, ἡ δὲ νύμφη ἐδέχθη συγχαρητήρια τηλεγραφήματα. bbox=[618, 571, 832, 605]
